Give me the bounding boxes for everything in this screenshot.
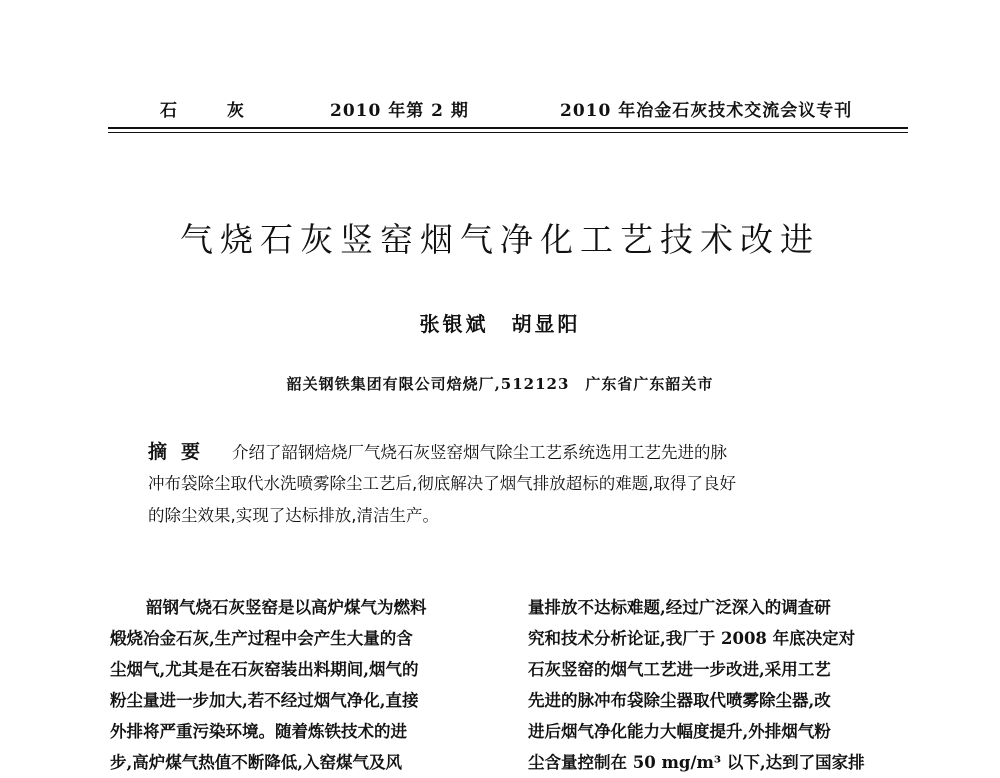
authors: 张银斌 胡显阳 bbox=[419, 312, 581, 336]
paper-title: 气烧石灰竖窑烟气净化工艺技术改进 bbox=[180, 220, 820, 259]
journal-name: 石 灰 bbox=[160, 101, 266, 121]
header-rule-thick bbox=[108, 127, 908, 129]
abstract-text: 介绍了韶钢焙烧厂气烧石灰竖窑烟气除尘工艺系统选用工艺先进的脉 bbox=[232, 443, 728, 462]
affiliation: 韶关钢铁集团有限公司焙烧厂,512123 广东省广东韶关市 bbox=[286, 375, 714, 393]
body-right-column bbox=[528, 592, 920, 778]
body-left-column bbox=[110, 592, 502, 778]
special-issue-title: 2010 年冶金石灰技术交流会议专刊 bbox=[560, 101, 853, 121]
body-line: 步,高炉煤气热值不断降低,入窑煤气及风 bbox=[110, 753, 402, 772]
body-line: 尘烟气,尤其是在石灰窑装出料期间,烟气的 bbox=[110, 660, 419, 679]
body-line: 粉尘量进一步加大,若不经过烟气净化,直接 bbox=[110, 691, 419, 710]
abstract-line bbox=[148, 436, 868, 468]
running-header bbox=[0, 96, 1000, 120]
issue-number: 2010 年第 2 期 bbox=[330, 101, 469, 121]
abstract bbox=[148, 436, 868, 532]
body-line: 外排将严重污染环境。随着炼铁技术的进 bbox=[110, 722, 407, 741]
abstract-line: 的除尘效果,实现了达标排放,清洁生产。 bbox=[148, 506, 439, 525]
body-line: 石灰竖窑的烟气工艺进一步改进,采用工艺 bbox=[528, 660, 831, 679]
body-line: 先进的脉冲布袋除尘器取代喷雾除尘器,改 bbox=[528, 691, 831, 710]
header-rule-thin bbox=[108, 132, 908, 133]
body-line: 韶钢气烧石灰竖窑是以高炉煤气为燃料 bbox=[146, 598, 427, 617]
body-line: 量排放不达标难题,经过广泛深入的调查研 bbox=[528, 598, 831, 617]
body-line: 进后烟气净化能力大幅度提升,外排烟气粉 bbox=[528, 722, 831, 741]
abstract-line: 冲布袋除尘取代水洗喷雾除尘工艺后,彻底解决了烟气排放超标的难题,取得了良好 bbox=[148, 474, 736, 493]
body-line: 尘含量控制在 50 mg/m³ 以下,达到了国家排 bbox=[528, 753, 865, 772]
body-line: 煅烧冶金石灰,生产过程中会产生大量的含 bbox=[110, 629, 413, 648]
body-line: 究和技术分析论证,我厂于 2008 年底决定对 bbox=[528, 629, 856, 648]
abstract-label: 摘要 bbox=[148, 441, 215, 463]
